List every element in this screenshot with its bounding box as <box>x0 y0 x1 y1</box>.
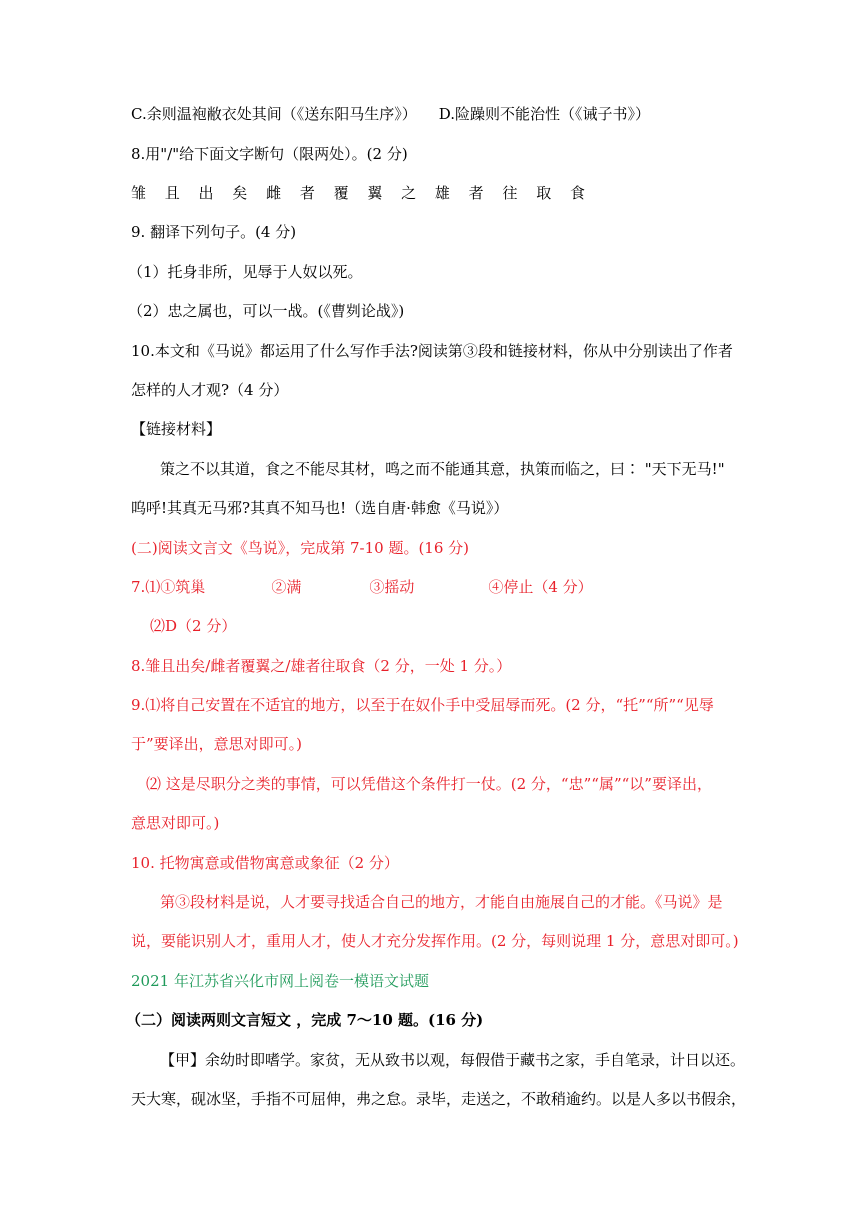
option-c: C.余则温袍敝衣处其间（《送东阳马生序》） <box>131 105 417 123</box>
answer-9-1-line-1: 9.⑴将自己安置在不适宜的地方，以至于在奴仆手中受屈辱而死。(2 分，“托”“所”“见辱 <box>131 696 714 714</box>
link-material-line-1: 策之不以其道，食之不能尽其材，鸣之而不能通其意，执策而临之，曰∶ "天下无马!" <box>160 460 725 478</box>
section-2-heading: （二）阅读两则文言短文 ，完成 7～10 题。(16 分) <box>126 1011 484 1029</box>
answer-9-2-line-2: 意思对即可。) <box>131 814 220 832</box>
answer-7-2: ⑵D（2 分） <box>150 617 237 635</box>
question-7-options-cd <box>131 104 650 124</box>
passage-a-line-2: 天大寒，砚冰坚，手指不可屈伸，弗之怠。录毕，走送之，不敢稍逾约。以是人多以书假余， <box>131 1090 747 1108</box>
question-9-sentence-1: （1）托身非所，见辱于人奴以死。 <box>128 263 363 281</box>
answer-10-1: 10. 托物寓意或借物寓意或象征（2 分） <box>131 854 399 872</box>
passage-a-line-1: 【甲】余幼时即嗜学。家贫，无从致书以观，每假借于藏书之家，手自笔录，计日以还。 <box>160 1051 746 1069</box>
answer-9-2-line-1: ⑵ 这是尽职分之类的事情，可以凭借这个条件打一仗。(2 分，“忠”“属”“以”要译出， <box>146 775 712 793</box>
answer-9-1-line-2: 于”要译出，意思对即可。) <box>131 735 303 753</box>
question-9-sentence-2: （2）忠之属也，可以一战。(《曹刿论战》) <box>128 302 405 320</box>
question-9: 9. 翻译下列句子。(4 分) <box>131 223 297 241</box>
question-8: 8.用"/"给下面文字断句（限两处）。(2 分) <box>131 145 408 163</box>
answer-7-1: 7.⑴①筑巢 ②满 ③摇动 ④停止（4 分） <box>131 578 593 596</box>
answer-section-heading: (二)阅读文言文《鸟说》，完成第 7-10 题。(16 分) <box>131 539 469 557</box>
link-material-line-2: 呜呼!其真无马邪?其真不知马也!（选自唐·韩愈《马说》） <box>131 499 509 517</box>
question-10-line-2: 怎样的人才观?（4 分） <box>131 381 289 399</box>
answer-10-2-line-1: 第③段材料是说，人才要寻找适合自己的地方，才能自由施展自己的才能。《马说》是 <box>160 893 723 911</box>
answer-8: 8.雏且出矣/雌者覆翼之/雄者往取食（2 分，一处 1 分。） <box>131 657 512 675</box>
option-d: D.险躁则不能治性（《诫子书》） <box>438 105 650 123</box>
question-10-line-1: 10.本文和《马说》都运用了什么写作手法?阅读第③段和链接材料，你从中分别读出了作者 <box>131 342 733 360</box>
link-material-heading: 【链接材料】 <box>131 420 222 438</box>
answer-10-2-line-2: 说，要能识别人才，重用人才，使人才充分发挥作用。(2 分，每则说理 1 分，意思对即可。) <box>131 932 739 950</box>
exam-title: 2021 年江苏省兴化市网上阅卷一模语文试题 <box>131 972 429 990</box>
question-8-text: 雏 且 出 矣 雌 者 覆 翼 之 雄 者 往 取 食 <box>131 184 592 202</box>
